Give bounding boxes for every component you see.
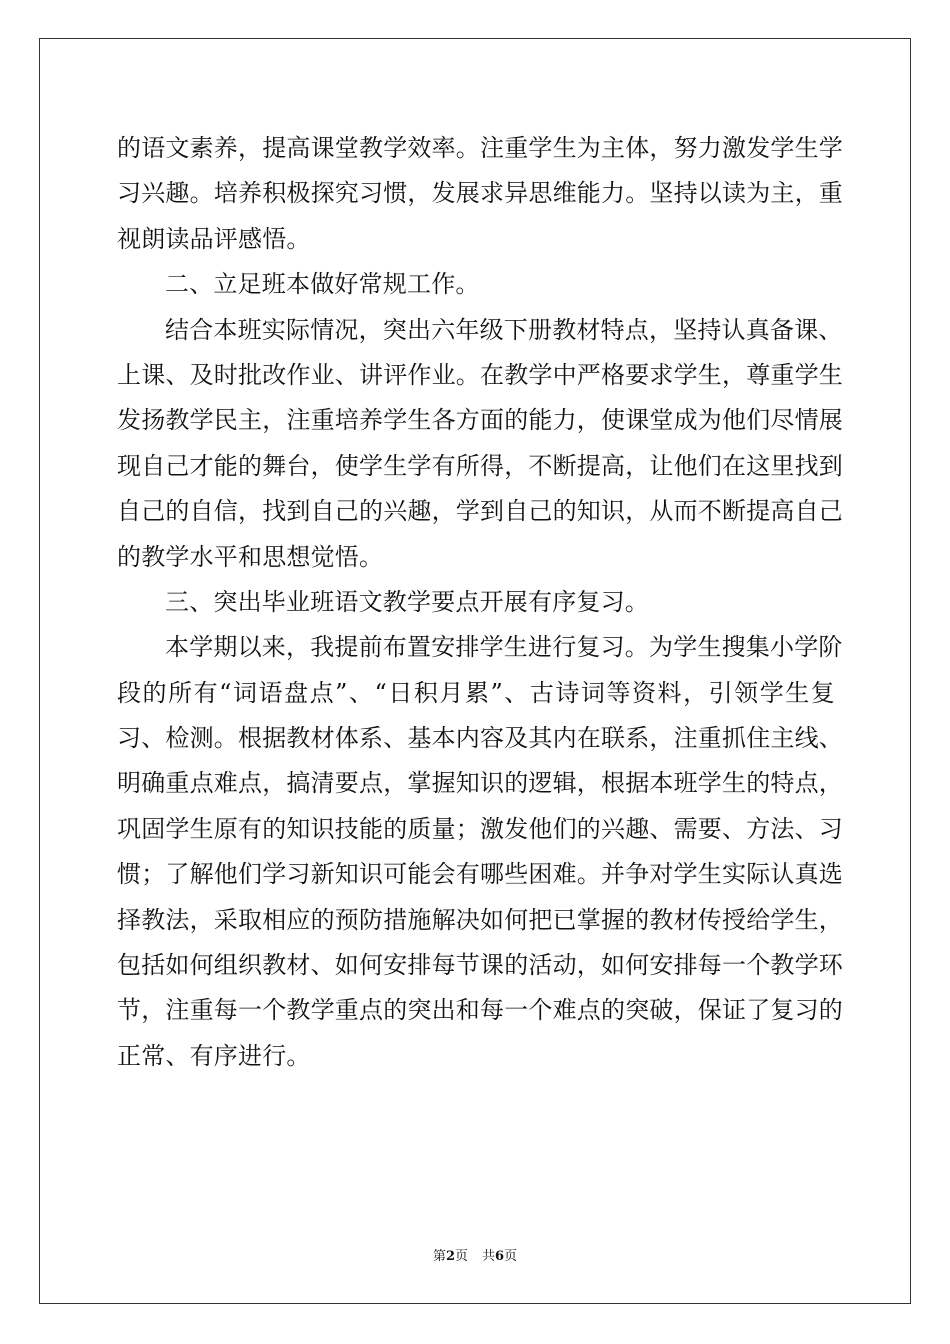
text-line: 巩固学生原有的知识技能的质量；激发他们的兴趣、需要、方法、习 [117,814,843,843]
text-line: 二、立足班本做好常规工作。 [165,270,480,299]
text-line: 惯；了解他们学习新知识可能会有哪些困难。并争对学生实际认真选 [117,860,843,889]
text-line: 现自己才能的舞台，使学生学有所得，不断提高，让他们在这里找到 [117,451,843,480]
footer-total-suffix: 页 [504,1249,518,1264]
text-line: 节，注重每一个教学重点的突出和每一个难点的突破，保证了复习的 [117,996,843,1025]
text-line: 上课、及时批改作业、讲评作业。在教学中严格要求学生，尊重学生 [117,360,843,389]
text-line: 明确重点难点，搞清要点，掌握知识的逻辑，根据本班学生的特点， [117,769,843,798]
text-line: 习兴趣。培养积极探究习惯，发展求异思维能力。坚持以读为主，重 [117,179,843,208]
text-line: 发扬教学民主，注重培养学生各方面的能力，使课堂成为他们尽情展 [117,406,843,435]
text-line: 习、检测。根据教材体系、基本内容及其内在联系，注重抓住主线、 [117,724,843,753]
text-line: 本学期以来，我提前布置安排学生进行复习。为学生搜集小学阶 [165,633,843,662]
text-line: 三、突出毕业班语文教学要点开展有序复习。 [165,587,649,616]
text-line: 段的所有“词语盘点”、“日积月累”、古诗词等资料，引领学生复 [117,678,835,707]
page-footer [0,1245,950,1264]
paragraph [117,308,843,580]
text-line: 择教法，采取相应的预防措施解决如何把已掌握的教材传授给学生， [117,905,843,934]
paragraph [117,625,843,1079]
text-line: 结合本班实际情况，突出六年级下册教材特点，坚持认真备课、 [165,315,843,344]
text-line: 视朗读品评感悟。 [117,224,311,253]
text-line: 自己的自信，找到自己的兴趣，学到自己的知识，从而不断提高自己 [117,497,843,526]
footer-page-prefix: 第 [432,1249,446,1264]
paragraph [117,580,835,625]
footer-page-number: 2 [445,1249,455,1264]
footer-total-prefix: 共 [482,1249,496,1264]
paragraph [117,126,843,262]
text-line: 的语文素养，提高课堂教学效率。注重学生为主体，努力激发学生学 [117,134,843,162]
text-line: 的教学水平和思想觉悟。 [117,542,384,571]
text-line: 包括如何组织教材、如何安排每节课的活动，如何安排每一个教学环 [117,951,843,980]
document-body [117,126,843,1079]
paragraph [117,262,835,307]
footer-total-pages: 6 [495,1249,505,1264]
footer-page-suffix: 页 [454,1249,468,1264]
text-line: 正常、有序进行。 [117,1041,311,1070]
